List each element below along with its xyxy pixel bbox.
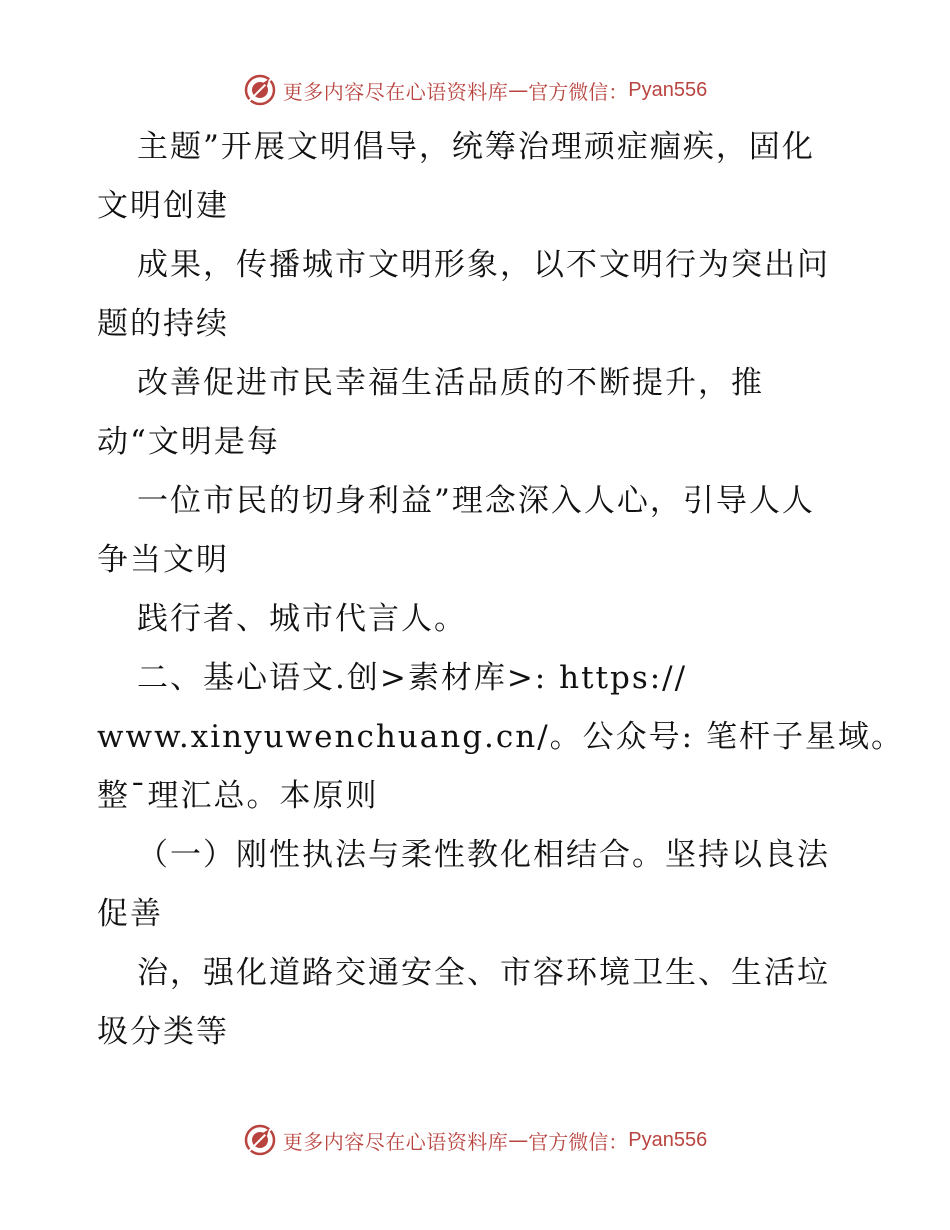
body-line-link: www.xinyuwenchuang.cn/。公众号: 笔杆子星域。 [97, 719, 904, 755]
header-wechat-id: Pyan556 [628, 78, 708, 101]
header-wechat-label: 官方微信： [528, 79, 629, 104]
body-line: 促善 [97, 896, 163, 932]
body-line: （一）刚性执法与柔性教化相结合。坚持以良法 [137, 837, 830, 873]
footer-wechat-label: 官方微信： [528, 1129, 629, 1154]
body-line: 成果，传播城市文明形象，以不文明行为突出问 [137, 247, 830, 283]
footer-banner-separator: — [508, 1128, 529, 1152]
body-line: 题的持续 [97, 306, 229, 342]
body-line: 整¯理汇总。本原则 [97, 778, 379, 814]
body-line: 治，强化道路交通安全、市容环境卫生、生活垃 [137, 955, 830, 991]
document-body [97, 118, 904, 1062]
footer-wechat-id: Pyan556 [628, 1128, 708, 1151]
body-line: 践行者、城市代言人。 [137, 601, 467, 637]
body-line: 一位市民的切身利益”理念深入人心，引导人人 [137, 483, 815, 519]
body-line: 动“文明是每 [97, 424, 280, 460]
header-banner-separator: — [508, 78, 529, 102]
logo-icon [243, 73, 277, 107]
footer-banner [0, 1120, 950, 1160]
body-line: 文明创建 [97, 188, 229, 224]
body-line: 圾分类等 [97, 1014, 229, 1050]
logo-icon [243, 1123, 277, 1157]
body-line: 改善促进市民幸福生活品质的不断提升，推 [137, 365, 764, 401]
body-line: 主题”开展文明倡导，统筹治理顽症痼疾，固化 [137, 129, 815, 165]
header-banner [0, 70, 950, 110]
body-line: 争当文明 [97, 542, 229, 578]
body-line-link: 二、基心语文.创>素材库>: https:// [137, 660, 688, 696]
header-banner-text: 更多内容尽在心语资料库 [282, 79, 509, 104]
footer-banner-text: 更多内容尽在心语资料库 [282, 1129, 509, 1154]
